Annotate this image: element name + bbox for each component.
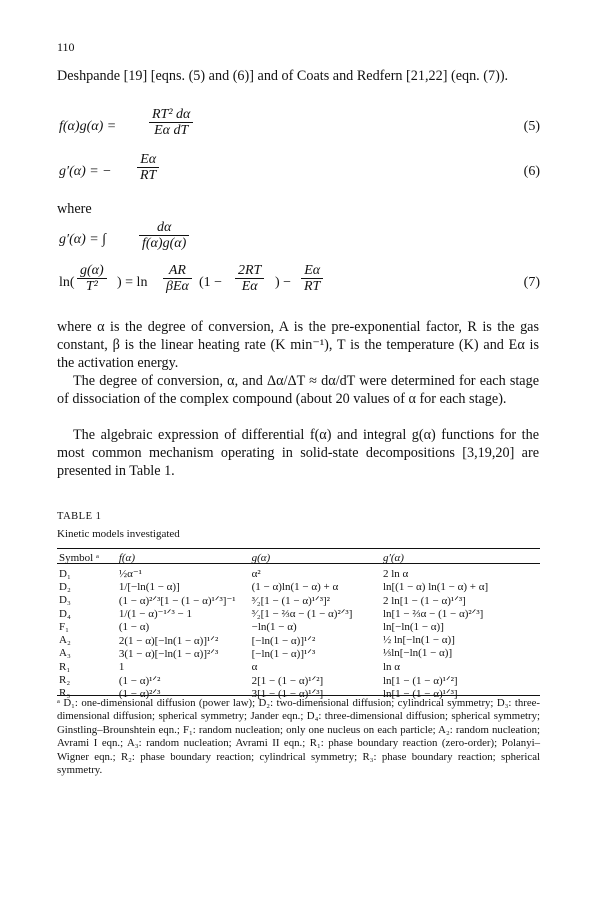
eq5-lhs: f(α)g(α) = [59,119,117,134]
eq7-paren-open: (1 − [199,275,223,290]
cell-g: (1 − α)ln(1 − α) + α [251,580,339,593]
integral-numerator: dα [139,220,189,236]
where-label: where [57,201,92,217]
cell-symbol: D₄ [59,607,71,620]
eq7-denominator-3: Eα [241,279,258,294]
integral-lhs: g′(α) = ∫ [59,232,107,247]
cell-g: α [251,660,258,673]
cell-g-prime: ln α [382,660,401,673]
cell-g-prime: ⅓ln[−ln(1 − α)] [382,647,453,660]
table-row [57,673,540,686]
cell-f: 1/[−ln(1 − α)] [118,580,180,593]
cell-symbol: R₁ [59,660,71,673]
cell-g-prime: 2 ln[1 − (1 − α)¹ᐟ³] [382,594,466,607]
cell-symbol: F₁ [59,620,69,633]
cell-symbol: A₃ [59,647,71,660]
eq5-tag: (5) [523,119,540,134]
eq6-numerator: Eα [137,152,159,168]
eq6-denominator: RT [140,168,157,183]
equation-7 [57,263,540,303]
cell-f: (1 − α) [118,620,150,633]
table-row [57,620,540,633]
cell-f: (1 − α)¹ᐟ² [118,674,161,687]
eq7-tag: (7) [523,275,540,290]
table-row [57,567,540,580]
eq5-numerator: RT² dα [149,107,193,123]
cell-g: ³⁄₂[1 − (1 − α)¹ᐟ³]² [251,594,330,607]
table-caption: Kinetic models investigated [57,528,180,540]
cell-f: 1/(1 − α)⁻¹ᐟ³ − 1 [118,608,192,621]
intro-paragraph: Deshpande [19] [eqns. (5) and (6)] and of Coats and Redfern [21,22] (eqn. (7)). [57,68,509,84]
eq7-numerator-1: g(α) [77,263,107,279]
eq7-numerator-4: Eα [301,263,323,279]
conversion-paragraph: The degree of conversion, α, and Δα/ΔT ≈ dα/dT were determined for each stage of dissociation of the complex compound (about 20 values of α for each stage). [57,373,539,407]
eq5-denominator: Eα dT [154,123,189,138]
eq7-mid: ) = ln [117,275,148,290]
cell-symbol: D₁ [59,567,71,580]
eq6-lhs: g′(α) = − [59,164,112,179]
table-bottom-rule [57,695,540,696]
cell-f: 3(1 − α)[−ln(1 − α)]²ᐟ³ [118,647,219,660]
eq7-denominator-4: RT [304,279,321,294]
cell-g: 3[1 − (1 − α)¹ᐟ³] [251,687,324,700]
eq7-numerator-2: AR [163,263,192,279]
table-row [57,607,540,620]
cell-symbol: R₂ [59,674,71,687]
cell-f: (1 − α)²ᐟ³[1 − (1 − α)¹ᐟ³]⁻¹ [118,594,236,607]
cell-g-prime: ln[1 − ⅔α − (1 − α)²ᐟ³] [382,608,484,621]
header-g-alpha: g(α) [251,551,271,564]
cell-g-prime: ln[1 − (1 − α)¹ᐟ³] [382,687,458,700]
header-g-prime-alpha: g′(α) [382,551,404,564]
page-number: 110 [57,40,75,54]
eq7-numerator-3: 2RT [235,263,264,279]
cell-g: α² [251,567,261,580]
cell-g: [−ln(1 − α)]¹ᐟ³ [251,647,316,660]
cell-g: [−ln(1 − α)]¹ᐟ² [251,634,316,647]
cell-g-prime: ½ ln[−ln(1 − α)] [382,634,455,647]
table-footnote: ᵃ D₁: one-dimensional diffusion (power law); D₂: two-dimensional diffusion; cylindrical symmetry; D₃: three-dimensional diffusion; spherical symmetry; Jander eqn.; D₄: three-dimensional diffusion; spherical symmetry; Ginstling–Brounshtein eqn.; F₁: random nucleation; only one nucleus on each particle; A₂: random nucleation; Avrami I eqn.; A₃: random nucleation; Avrami II eqn.; R₁: phase boundary reaction (zero-order); Polanyi–Wigner eqn.; R₂: phase boundary reaction; cylindrical symmetry; R₃: phase boundary reaction; spherical symmetry. [57,697,540,777]
cell-symbol: D₂ [59,580,71,593]
cell-f: (1 − α)²ᐟ³ [118,687,161,700]
eq7-denominator-1: T² [85,279,98,294]
cell-g-prime: ln[1 − (1 − α)¹ᐟ²] [382,674,458,687]
table-header-row [57,549,540,567]
header-f-alpha: f(α) [118,551,135,564]
kinetic-models-table [57,549,540,700]
table-row [57,633,540,646]
integral-denominator: f(α)g(α) [142,236,187,251]
cell-g: ³⁄₂[1 − ⅔α − (1 − α)²ᐟ³] [251,608,353,621]
cell-f: 1 [118,660,125,673]
cell-g-prime: ln[−ln(1 − α)] [382,620,444,633]
table-row [57,660,540,673]
cell-g: −ln(1 − α) [251,620,297,633]
cell-f: 2(1 − α)[−ln(1 − α)]¹ᐟ² [118,634,219,647]
algebraic-paragraph: The algebraic expression of differential f(α) and integral g(α) functions for the most common mechanism operating in solid-state decompositions [3,19,20] are presented in Table 1. [57,427,539,479]
header-symbol: Symbol ᵃ [59,551,99,564]
table-title: TABLE 1 [57,511,102,522]
equation-5 [57,107,540,147]
eq7-ln-open: ln( [59,275,75,290]
cell-symbol: D₃ [59,594,71,607]
table-row [57,594,540,607]
table-row [57,580,540,593]
eq6-tag: (6) [523,164,540,179]
cell-g-prime: ln[(1 − α) ln(1 − α) + α] [382,580,489,593]
equation-integral [57,220,540,260]
cell-f: ½α⁻¹ [118,568,142,581]
cell-g: 2[1 − (1 − α)¹ᐟ²] [251,674,324,687]
cell-symbol: R₃ [59,687,71,700]
cell-symbol: A₂ [59,634,71,647]
eq7-paren-close: ) − [275,275,292,290]
equation-6 [57,152,540,192]
table-row [57,647,540,660]
definitions-paragraph: where α is the degree of conversion, A is the pre-exponential factor, R is the gas constant, β is the linear heating rate (K min⁻¹), T is the temperature (K) and Eα is the activation energy. [57,319,539,371]
cell-g-prime: 2 ln α [382,567,409,580]
eq7-denominator-2: βEα [166,279,189,294]
